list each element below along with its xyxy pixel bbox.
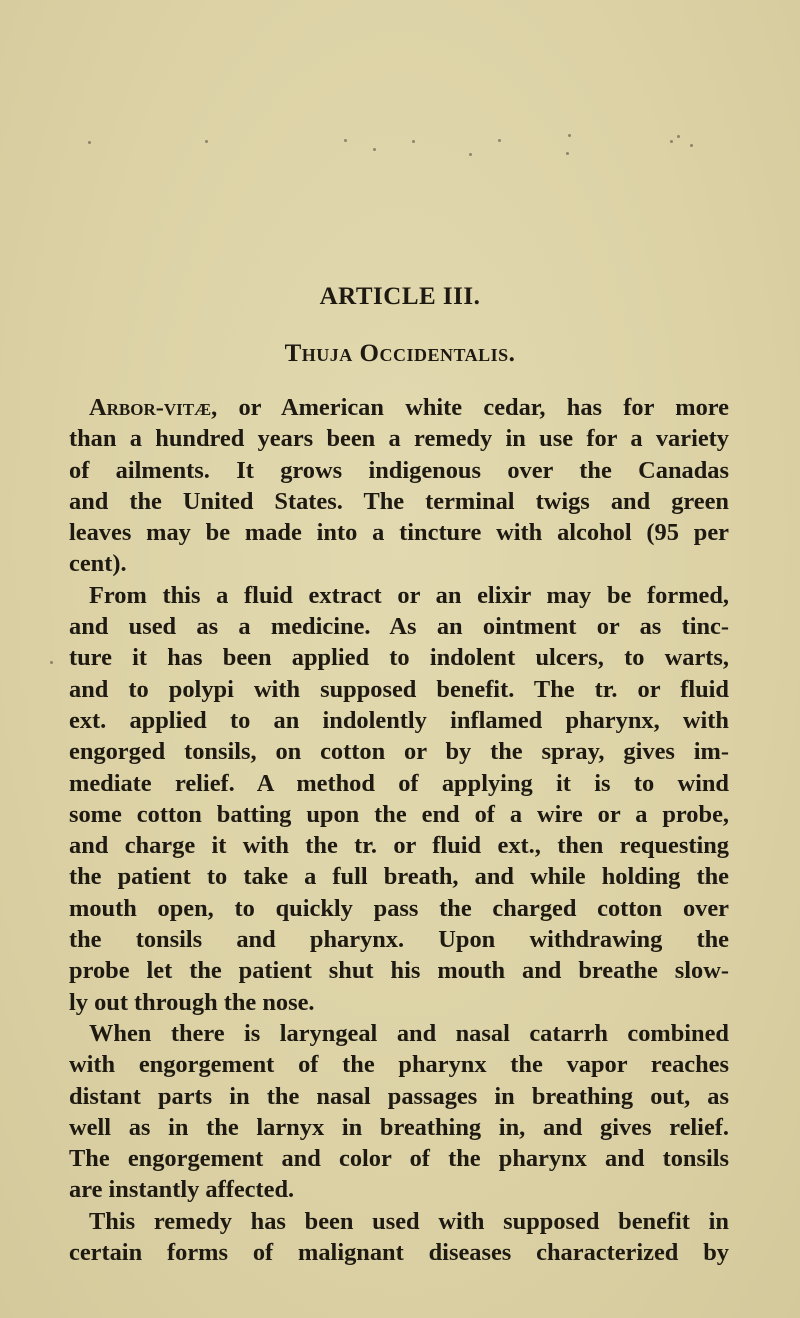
text-line: well as in the larnyx in breathing in, and gives relief. [69,1113,729,1141]
body-text [69,392,729,1268]
text-line: certain forms of malignant diseases characterized by [69,1239,729,1267]
text-line: leaves may be made into a tincture with alcohol (95 per [69,519,729,547]
text-line: and to polypi with supposed benefit. The tr. or fluid [69,675,729,703]
text-line: This remedy has been used with supposed benefit in [89,1207,729,1235]
text-line: distant parts in the nasal passages in breathing out, as [69,1082,729,1110]
text-line: probe let the patient shut his mouth and breathe slow- [69,957,729,985]
text-line: The engorgement and color of the pharynx and tonsils [69,1145,729,1173]
text-line: mouth open, to quickly pass the charged cotton over [69,894,729,922]
article-heading: ARTICLE III. [319,283,481,310]
text-line: mediate relief. A method of applying it is to wind [69,769,729,797]
text-line: cent). [69,550,127,578]
text-line: and charge it with the tr. or fluid ext., then requesting [69,832,729,860]
text-line: and the United States. The terminal twigs and green [69,487,729,515]
text-line: with engorgement of the pharynx the vapor reaches [69,1051,729,1079]
text-line: From this a fluid extract or an elixir may be formed, [89,581,729,609]
text-line: and used as a medicine. As an ointment or as tinc- [69,613,729,641]
subject-heading: Thuja Occidentalis. [284,340,516,367]
lead-term: Arbor-vitæ [89,394,212,421]
text-line: some cotton batting upon the end of a wire or a probe, [69,800,729,828]
text-line: Arbor-vitæ, or American white cedar, has for more [89,394,729,421]
text-line: ture it has been applied to indolent ulcers, to warts, [69,644,729,672]
text-line: the patient to take a full breath, and while holding the [69,863,729,891]
text-line: ext. applied to an indolently inflamed pharynx, with [69,706,729,734]
text-line: engorged tonsils, on cotton or by the spray, gives im- [69,738,729,766]
text-line: of ailments. It grows indigenous over the Canadas [69,456,729,484]
text-line: ly out through the nose. [69,988,315,1016]
text-line: than a hundred years been a remedy in use for a variety [69,425,729,453]
text-line: When there is laryngeal and nasal catarrh combined [89,1019,729,1047]
text-line: are instantly affected. [69,1176,295,1204]
text-line: the tonsils and pharynx. Upon withdrawing the [69,926,729,954]
